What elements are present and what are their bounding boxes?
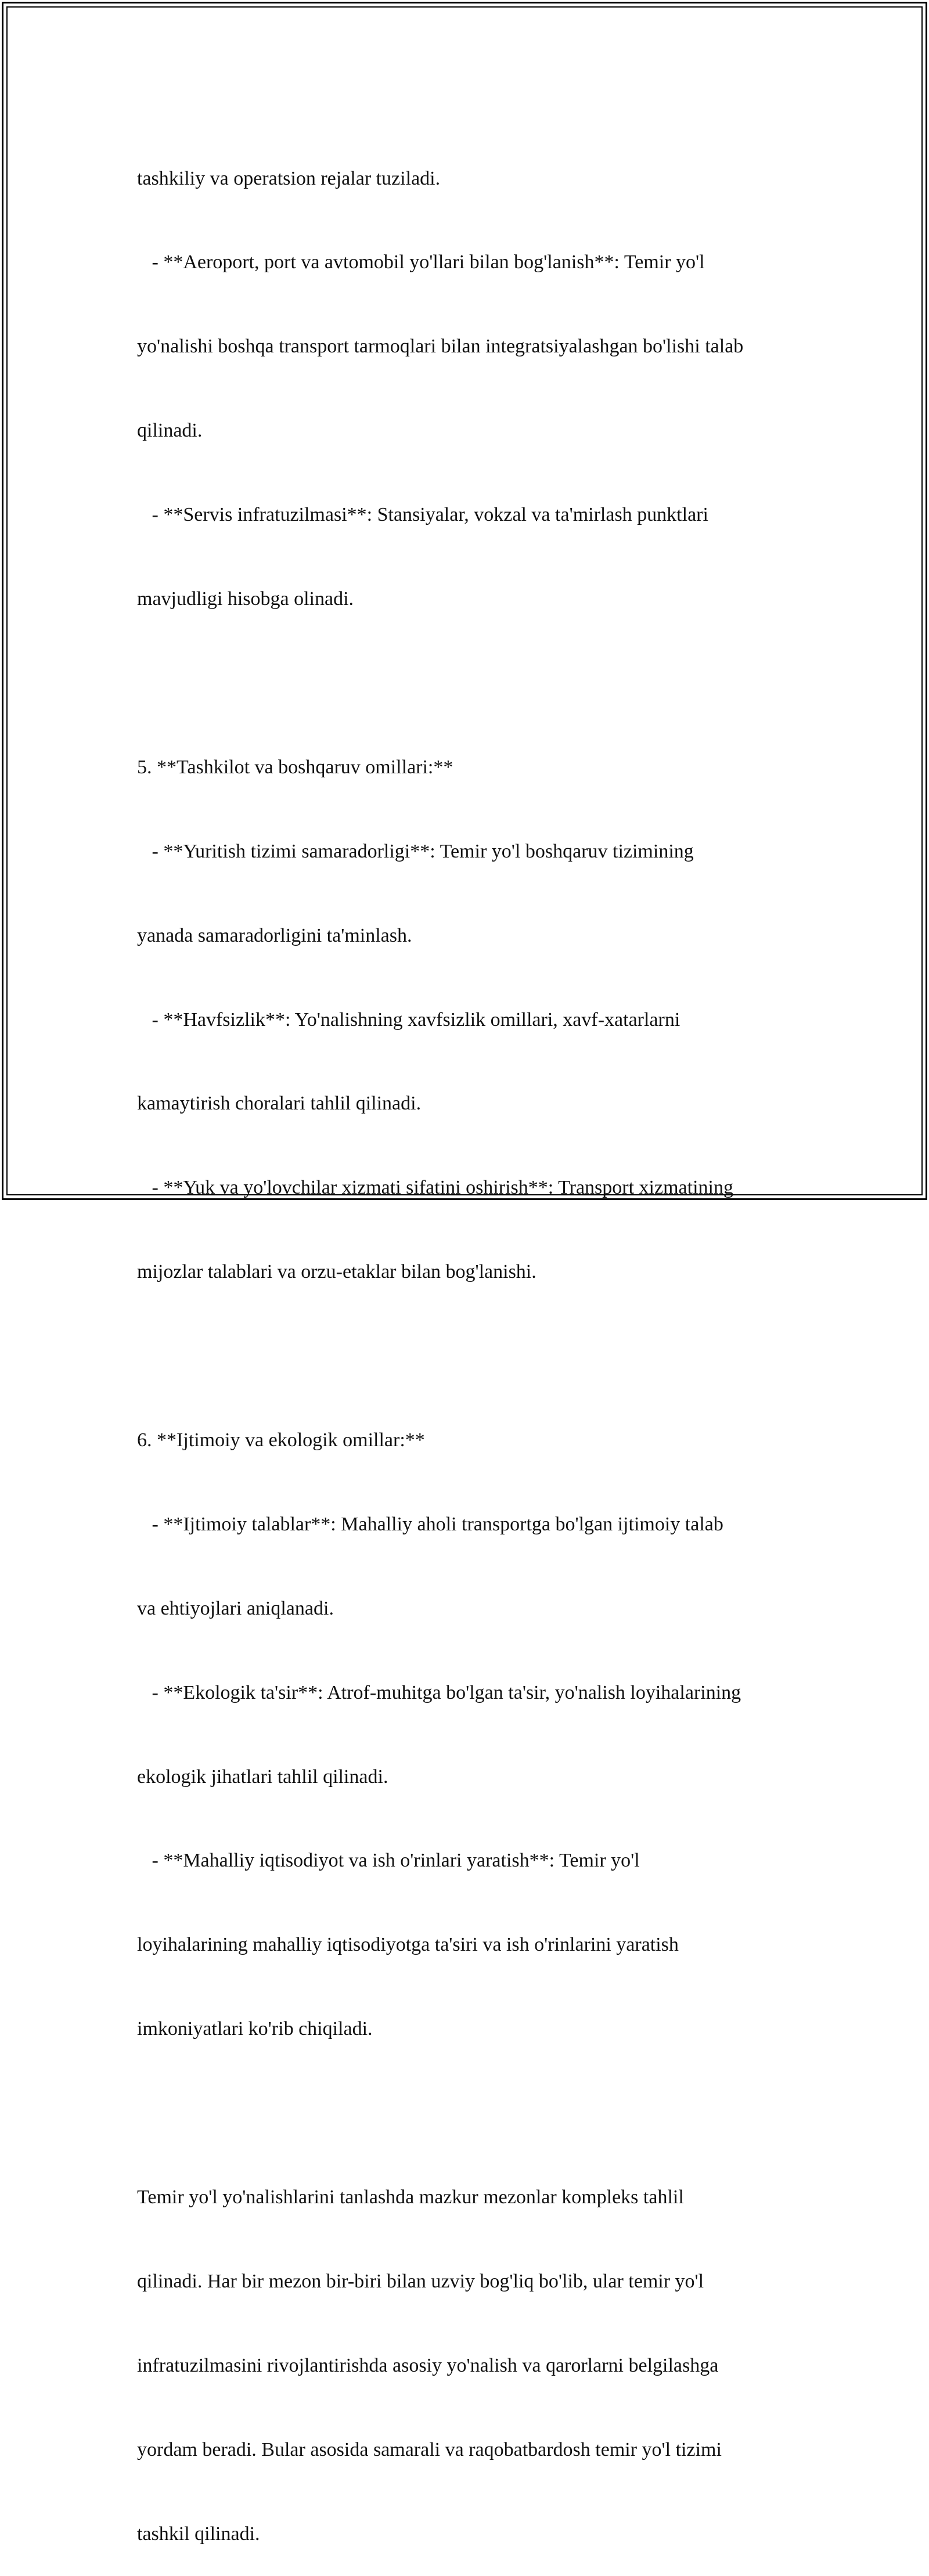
text-line: - **Ijtimoiy talablar**: Mahalliy aholi transportga bo'lgan ijtimoiy talab bbox=[137, 1513, 723, 1535]
text-line: - **Yuritish tizimi samaradorligi**: Temir yo'l boshqaruv tizimining bbox=[137, 840, 694, 862]
document-body bbox=[137, 109, 822, 2576]
text-line: - **Aeroport, port va avtomobil yo'llari bilan bog'lanish**: Temir yo'l bbox=[137, 251, 705, 273]
blank-line bbox=[137, 2099, 822, 2127]
text-line: kamaytirish choralari tahlil qilinadi. bbox=[137, 1093, 422, 1115]
text-line: loyihalarining mahalliy iqtisodiyotga ta'siri va ish o'rinlarini yaratish bbox=[137, 1934, 679, 1956]
text-line: tashkiliy va operatsion rejalar tuziladi. bbox=[137, 167, 441, 189]
text-line: ekologik jihatlari tahlil qilinadi. bbox=[137, 1766, 388, 1788]
conclusion-line: infratuzilmasini rivojlantirishda asosiy yo'nalish va qarorlarni belgilashga bbox=[137, 2354, 719, 2376]
conclusion-line: yordam beradi. Bular asosida samarali va raqobatbardosh temir yo'l tizimi bbox=[137, 2438, 722, 2460]
text-line: qilinadi. bbox=[137, 420, 203, 442]
text-line: - **Ekologik ta'sir**: Atrof-muhitga bo'lgan ta'sir, yo'nalish loyihalarining bbox=[137, 1681, 741, 1703]
conclusion-line: Temir yo'l yo'nalishlarini tanlashda mazkur mezonlar kompleks tahlil bbox=[137, 2186, 684, 2208]
text-line: - **Havfsizlik**: Yo'nalishning xavfsizlik omillari, xavf-xatarlarni bbox=[137, 1008, 680, 1031]
section-heading: 6. **Ijtimoiy va ekologik omillar:** bbox=[137, 1429, 425, 1451]
text-line: va ehtiyojlari aniqlanadi. bbox=[137, 1597, 334, 1619]
text-line: - **Mahalliy iqtisodiyot va ish o'rinlari yaratish**: Temir yo'l bbox=[137, 1850, 640, 1872]
text-line: mavjudligi hisobga olinadi. bbox=[137, 588, 354, 610]
text-line: - **Servis infratuzilmasi**: Stansiyalar, vokzal va ta'mirlash punktlari bbox=[137, 504, 708, 526]
section-heading: 5. **Tashkilot va boshqaruv omillari:** bbox=[137, 756, 453, 778]
blank-line bbox=[137, 1342, 822, 1370]
text-line: mijozlar talablari va orzu-etaklar bilan bog'lanishi. bbox=[137, 1261, 536, 1283]
blank-line bbox=[137, 669, 822, 697]
text-line: yanada samaradorligini ta'minlash. bbox=[137, 924, 412, 946]
text-line: yo'nalishi boshqa transport tarmoqlari bilan integratsiyalashgan bo'lishi talab bbox=[137, 336, 744, 358]
conclusion-line: tashkil qilinadi. bbox=[137, 2523, 260, 2545]
conclusion-line: qilinadi. Har bir mezon bir-biri bilan uzviy bog'liq bo'lib, ular temir yo'l bbox=[137, 2270, 704, 2292]
text-line: - **Yuk va yo'lovchilar xizmati sifatini oshirish**: Transport xizmatining bbox=[137, 1177, 733, 1199]
text-line: imkoniyatlari ko'rib chiqiladi. bbox=[137, 2018, 373, 2040]
